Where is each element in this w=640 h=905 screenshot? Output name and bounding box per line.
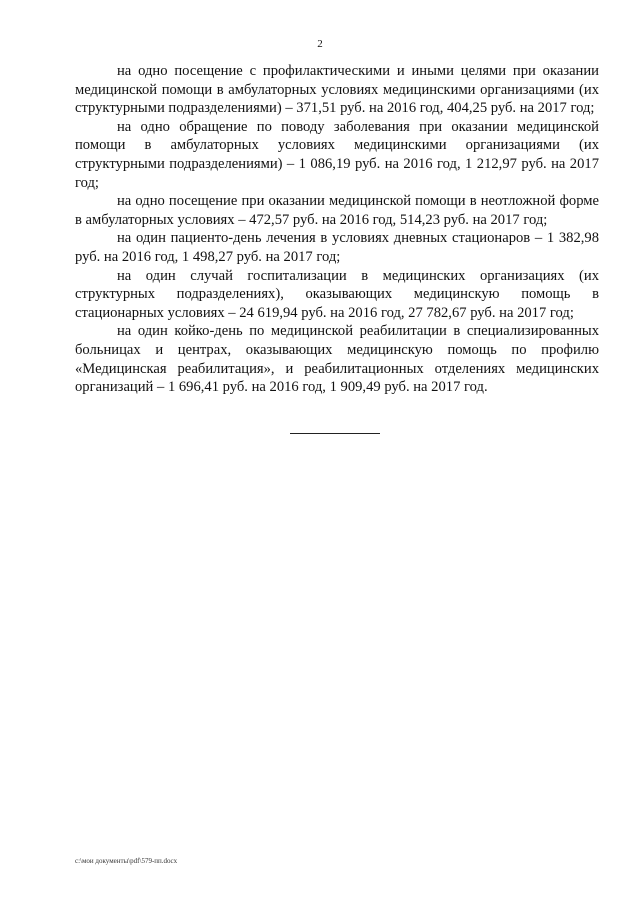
page-number: 2 bbox=[317, 38, 323, 50]
paragraph-preventive-visit: на одно посещение с профилактическими и иными целями при оказании медицинской помощи в амбулаторных условиях медицинскими организациями (их структурными подразделениями) – 371,51 руб. на 2016 год, 404,25 руб. на 2017 год; bbox=[75, 63, 599, 117]
paragraph-hospitalization: на один случай госпитализации в медицинских организациях (их структурных подразделениях), оказывающих медицинскую помощь в стационарных условиях – 24 619,94 руб. на 2016 год, 27 782,67 руб. на 2017 год; bbox=[75, 267, 599, 321]
paragraph-urgent-visit: на одно посещение при оказании медицинской помощи в неотложной форме в амбулаторных условиях – 472,57 руб. на 2016 год, 514,23 руб. на 2017 год; bbox=[75, 193, 599, 228]
paragraph-disease-appeal: на одно обращение по поводу заболевания при оказании медицинской помощи в амбулаторных условиях медицинскими организациями (их структурными подразделениями) – 1 086,19 руб. на 2016 год, 1 212,97 руб. на 2017 год; bbox=[75, 118, 599, 191]
end-divider bbox=[290, 433, 380, 434]
paragraph-rehabilitation: на один койко-день по медицинской реабилитации в специализированных больницах и центрах, оказывающих медицинскую помощь по профилю «Медицинская реабилитация», и реабилитационных отделениях медицинских организаций – 1 696,41 руб. на 2016 год, 1 909,49 руб. на 2017 год. bbox=[75, 323, 599, 396]
paragraph-day-hospital: на один пациенто-день лечения в условиях дневных стационаров – 1 382,98 руб. на 2016 год, 1 498,27 руб. на 2017 год; bbox=[75, 230, 599, 265]
footer-file-path: c:\мои документы\pdf\579-пп.docx bbox=[75, 857, 178, 865]
document-body bbox=[75, 62, 599, 397]
